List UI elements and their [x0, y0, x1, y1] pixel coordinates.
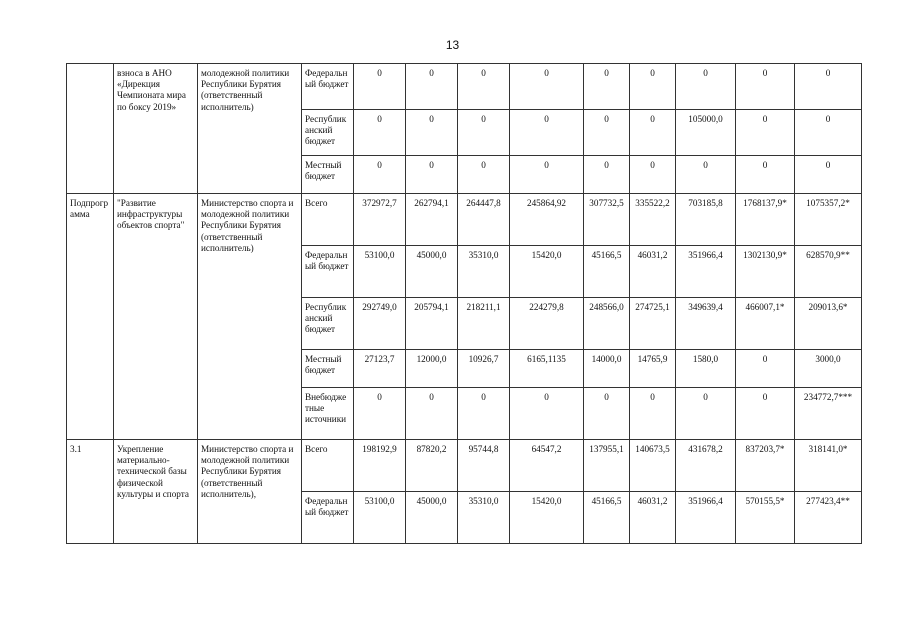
- table-cell-value: 209013,6*: [795, 298, 862, 350]
- table-cell-value: 35310,0: [458, 492, 510, 544]
- table-cell: Всего: [302, 440, 354, 492]
- table-cell-value: 0: [584, 110, 630, 156]
- table-cell: молодежной политики Республики Бурятия (ответственный исполнитель): [198, 64, 302, 194]
- table-cell-value: 105000,0: [676, 110, 736, 156]
- table-row: [67, 440, 862, 492]
- table-cell-value: 224279,8: [510, 298, 584, 350]
- table-cell-value: 335522,2: [630, 194, 676, 246]
- table-cell-value: 351966,4: [676, 246, 736, 298]
- table-cell-value: 307732,5: [584, 194, 630, 246]
- table-cell: Местный бюджет: [302, 350, 354, 388]
- table-cell-value: 0: [736, 350, 795, 388]
- table-cell-value: 0: [406, 64, 458, 110]
- table-cell-value: 0: [354, 388, 406, 440]
- table-cell: Республиканский бюджет: [302, 298, 354, 350]
- table-cell: Федеральный бюджет: [302, 246, 354, 298]
- table-cell-value: 95744,8: [458, 440, 510, 492]
- table-cell: Всего: [302, 194, 354, 246]
- table-cell: Министерство спорта и молодежной политики Республики Бурятия (ответственный исполнитель): [198, 194, 302, 440]
- table-cell-value: 351966,4: [676, 492, 736, 544]
- table-cell-value: 292749,0: [354, 298, 406, 350]
- table-cell-value: 218211,1: [458, 298, 510, 350]
- table-cell-value: 15420,0: [510, 492, 584, 544]
- table-cell-value: 10926,7: [458, 350, 510, 388]
- table-cell-value: 0: [354, 156, 406, 194]
- table-cell: Федеральный бюджет: [302, 64, 354, 110]
- table-cell-value: 0: [584, 64, 630, 110]
- table-cell-value: 1768137,9*: [736, 194, 795, 246]
- table-cell-value: 703185,8: [676, 194, 736, 246]
- table-cell-value: 0: [676, 156, 736, 194]
- table-cell-value: 0: [406, 110, 458, 156]
- table-cell-value: 205794,1: [406, 298, 458, 350]
- table-cell-value: 53100,0: [354, 246, 406, 298]
- table-cell-value: 0: [510, 110, 584, 156]
- table-row: [67, 194, 862, 246]
- table-cell-value: 349639,4: [676, 298, 736, 350]
- table-cell-value: 0: [510, 64, 584, 110]
- table-cell: Укрепление материально-технической базы физической культуры и спорта: [114, 440, 198, 544]
- table-cell-value: 837203,7*: [736, 440, 795, 492]
- table-cell-value: 1075357,2*: [795, 194, 862, 246]
- table-cell-value: 0: [458, 64, 510, 110]
- table-cell-value: 264447,8: [458, 194, 510, 246]
- table-cell-value: 0: [630, 64, 676, 110]
- table-cell-value: 0: [584, 156, 630, 194]
- table-cell-value: 466007,1*: [736, 298, 795, 350]
- table-cell-value: 0: [458, 156, 510, 194]
- table-cell: Местный бюджет: [302, 156, 354, 194]
- table-cell-value: 0: [510, 388, 584, 440]
- table-cell-value: 234772,7***: [795, 388, 862, 440]
- table-cell: 3.1: [67, 440, 114, 544]
- table-cell-value: 14000,0: [584, 350, 630, 388]
- table-cell: взноса в АНО «Дирекция Чемпионата мира по боксу 2019»: [114, 64, 198, 194]
- table-cell: "Развитие инфраструктуры объектов спорта": [114, 194, 198, 440]
- table-cell-value: 64547,2: [510, 440, 584, 492]
- table-cell: Республиканский бюджет: [302, 110, 354, 156]
- table-cell-value: 45000,0: [406, 492, 458, 544]
- table-cell-value: 0: [458, 388, 510, 440]
- table-cell-value: 0: [736, 388, 795, 440]
- page-number: 13: [445, 38, 460, 52]
- table-cell: [67, 64, 114, 194]
- table-cell-value: 15420,0: [510, 246, 584, 298]
- table-cell-value: 318141,0*: [795, 440, 862, 492]
- table-cell-value: 0: [510, 156, 584, 194]
- table-cell-value: 0: [458, 110, 510, 156]
- table-cell-value: 0: [406, 156, 458, 194]
- table-cell-value: 87820,2: [406, 440, 458, 492]
- table-cell: Федеральный бюджет: [302, 492, 354, 544]
- table-cell-value: 628570,9**: [795, 246, 862, 298]
- table-cell-value: 140673,5: [630, 440, 676, 492]
- table-cell-value: 0: [354, 64, 406, 110]
- table-cell-value: 1580,0: [676, 350, 736, 388]
- table-cell: Министерство спорта и молодежной политики Республики Бурятия (ответственный исполнитель),: [198, 440, 302, 544]
- table-cell-value: 45166,5: [584, 492, 630, 544]
- table-cell-value: 27123,7: [354, 350, 406, 388]
- table-cell-value: 3000,0: [795, 350, 862, 388]
- table-cell-value: 1302130,9*: [736, 246, 795, 298]
- table-cell-value: 46031,2: [630, 492, 676, 544]
- table-cell-value: 274725,1: [630, 298, 676, 350]
- table-cell-value: 137955,1: [584, 440, 630, 492]
- table-cell-value: 372972,7: [354, 194, 406, 246]
- table-cell-value: 262794,1: [406, 194, 458, 246]
- table-cell-value: 46031,2: [630, 246, 676, 298]
- table-cell-value: 0: [630, 388, 676, 440]
- table-cell-value: 0: [676, 64, 736, 110]
- table-cell-value: 35310,0: [458, 246, 510, 298]
- table-cell-value: 431678,2: [676, 440, 736, 492]
- table-cell-value: 0: [795, 64, 862, 110]
- table-cell-value: 0: [676, 388, 736, 440]
- table-cell-value: 0: [795, 156, 862, 194]
- table-cell-value: 45000,0: [406, 246, 458, 298]
- table-cell-value: 0: [795, 110, 862, 156]
- table-cell-value: 0: [584, 388, 630, 440]
- table-cell-value: 53100,0: [354, 492, 406, 544]
- table-cell-value: 12000,0: [406, 350, 458, 388]
- table-cell-value: 0: [354, 110, 406, 156]
- table-cell-value: 6165,1135: [510, 350, 584, 388]
- table-row: [67, 64, 862, 110]
- table-cell-value: 0: [736, 64, 795, 110]
- table-cell-value: 277423,4**: [795, 492, 862, 544]
- table-cell-value: 0: [630, 156, 676, 194]
- table-cell-value: 0: [630, 110, 676, 156]
- table-cell-value: 248566,0: [584, 298, 630, 350]
- table-cell-value: 0: [406, 388, 458, 440]
- table-cell-value: 0: [736, 156, 795, 194]
- table-cell-value: 0: [736, 110, 795, 156]
- table-cell-value: 45166,5: [584, 246, 630, 298]
- table-cell-value: 245864,92: [510, 194, 584, 246]
- table-cell: Подпрограмма: [67, 194, 114, 440]
- budget-table: [66, 63, 862, 544]
- table-cell-value: 198192,9: [354, 440, 406, 492]
- table-cell-value: 14765,9: [630, 350, 676, 388]
- table-cell: Внебюджетные источники: [302, 388, 354, 440]
- table-cell-value: 570155,5*: [736, 492, 795, 544]
